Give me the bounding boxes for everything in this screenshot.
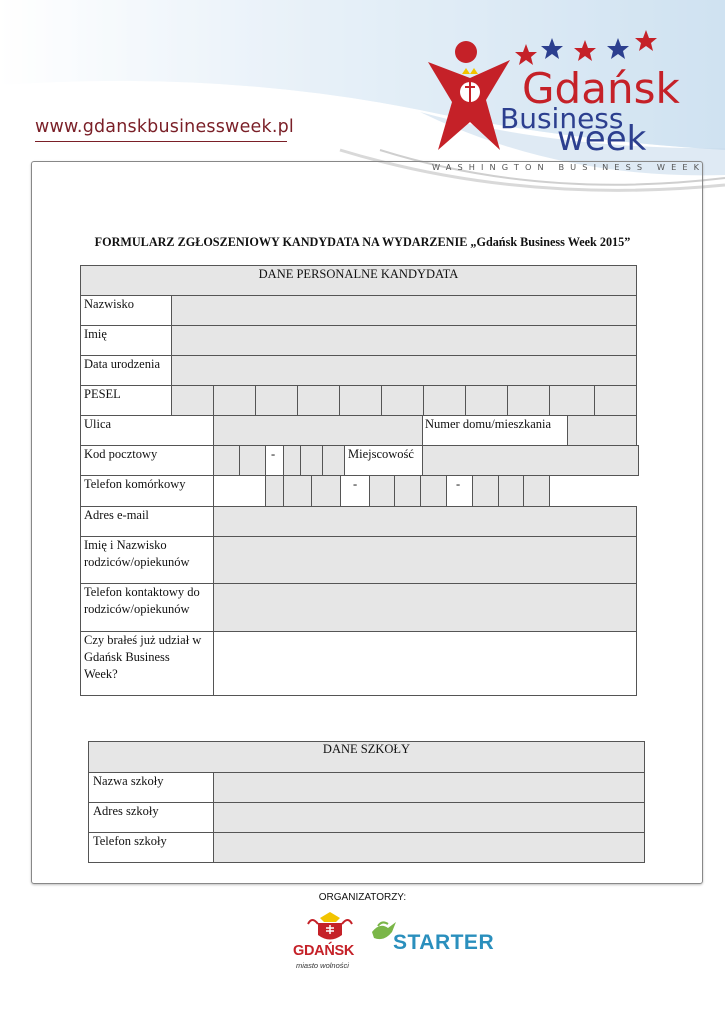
- participated-label-line1: Czy brałeś już udział w: [84, 633, 202, 647]
- logo-text-gdansk: Gdańsk: [522, 64, 680, 113]
- mobile-digit-input[interactable]: [283, 475, 312, 507]
- pesel-digit-input[interactable]: [594, 385, 637, 416]
- logo-text-week: week: [557, 119, 647, 159]
- school-heading: DANE SZKOŁY: [322, 742, 411, 756]
- participated-label-line2: Gdańsk Business: [84, 650, 170, 664]
- postal-digit-input[interactable]: [322, 445, 345, 476]
- participated-label-line3: Week?: [84, 667, 118, 681]
- school-name-label: Nazwa szkoły: [93, 774, 164, 788]
- street-input[interactable]: [213, 415, 423, 446]
- postal-digit-input[interactable]: [283, 445, 301, 476]
- school-address-label: Adres szkoły: [93, 804, 159, 818]
- gdansk-crest-icon: [300, 910, 360, 944]
- school-address-input[interactable]: [213, 802, 645, 833]
- mobile-dash: -: [456, 477, 461, 491]
- mobile-dash: -: [353, 477, 358, 491]
- house-number-input[interactable]: [567, 415, 637, 446]
- pesel-digit-input[interactable]: [549, 385, 595, 416]
- name-input[interactable]: [171, 325, 637, 356]
- personal-heading: DANE PERSONALNE KANDYDATA: [258, 267, 459, 281]
- mobile-digit-input[interactable]: [523, 475, 550, 507]
- mobile-label: Telefon komórkowy: [84, 477, 186, 491]
- tagline: WASHINGTON BUSINESS WEEK: [432, 162, 706, 172]
- postal-dash: -: [271, 447, 276, 461]
- birth-date-label: Data urodzenia: [84, 357, 161, 371]
- house-number-label: Numer domu/mieszkania: [425, 417, 552, 431]
- postal-digit-input[interactable]: [239, 445, 266, 476]
- postal-digit-input[interactable]: [213, 445, 240, 476]
- mobile-prefix-input[interactable]: [213, 475, 266, 507]
- email-input[interactable]: [213, 506, 637, 537]
- logo-text-business: Business: [500, 102, 624, 135]
- pesel-digit-input[interactable]: [381, 385, 424, 416]
- pesel-digit-input[interactable]: [423, 385, 466, 416]
- pesel-digit-input[interactable]: [171, 385, 214, 416]
- mobile-digit-input[interactable]: [420, 475, 447, 507]
- city-label: Miejscowość: [348, 447, 414, 461]
- parents-name-label-line2: rodziców/opiekunów: [84, 555, 190, 569]
- pesel-digit-input[interactable]: [507, 385, 550, 416]
- starter-logo-text: STARTER: [393, 931, 495, 954]
- mobile-digit-input[interactable]: [265, 475, 284, 507]
- url-underline: [35, 141, 287, 142]
- mobile-digit-input[interactable]: [394, 475, 421, 507]
- postal-code-label: Kod pocztowy: [84, 447, 158, 461]
- email-label: Adres e-mail: [84, 508, 149, 522]
- mobile-digit-input[interactable]: [498, 475, 524, 507]
- form-title: FORMULARZ ZGŁOSZENIOWY KANDYDATA NA WYDARZENIE „Gdańsk Business Week 2015”: [94, 235, 631, 249]
- postal-digit-input[interactable]: [300, 445, 323, 476]
- pesel-digit-input[interactable]: [465, 385, 508, 416]
- participated-input[interactable]: [213, 631, 637, 696]
- pesel-digit-input[interactable]: [213, 385, 256, 416]
- school-phone-input[interactable]: [213, 832, 645, 863]
- organizers-label: ORGANIZATORZY:: [318, 892, 407, 903]
- parents-name-input[interactable]: [213, 536, 637, 584]
- parents-phone-label-line1: Telefon kontaktowy do: [84, 585, 200, 599]
- pesel-label: PESEL: [84, 387, 121, 401]
- surname-label: Nazwisko: [84, 297, 134, 311]
- website-url[interactable]: www.gdanskbusinessweek.pl: [35, 117, 294, 137]
- school-phone-label: Telefon szkoły: [93, 834, 167, 848]
- birth-date-input[interactable]: [171, 355, 637, 386]
- gdansk-logo-subtext: miasto wolności: [296, 961, 349, 970]
- pesel-digit-input[interactable]: [297, 385, 340, 416]
- gdansk-logo-text: GDAŃSK: [293, 943, 355, 959]
- parents-name-label-line1: Imię i Nazwisko: [84, 538, 167, 552]
- name-label: Imię: [84, 327, 107, 341]
- city-input[interactable]: [422, 445, 639, 476]
- pesel-digit-input[interactable]: [255, 385, 298, 416]
- street-label: Ulica: [84, 417, 112, 431]
- parents-phone-input[interactable]: [213, 583, 637, 632]
- parents-phone-label-line2: rodziców/opiekunów: [84, 602, 190, 616]
- mobile-digit-input[interactable]: [311, 475, 341, 507]
- mobile-digit-input[interactable]: [472, 475, 499, 507]
- surname-input[interactable]: [171, 295, 637, 326]
- pesel-digit-input[interactable]: [339, 385, 382, 416]
- school-name-input[interactable]: [213, 772, 645, 803]
- mobile-digit-input[interactable]: [369, 475, 395, 507]
